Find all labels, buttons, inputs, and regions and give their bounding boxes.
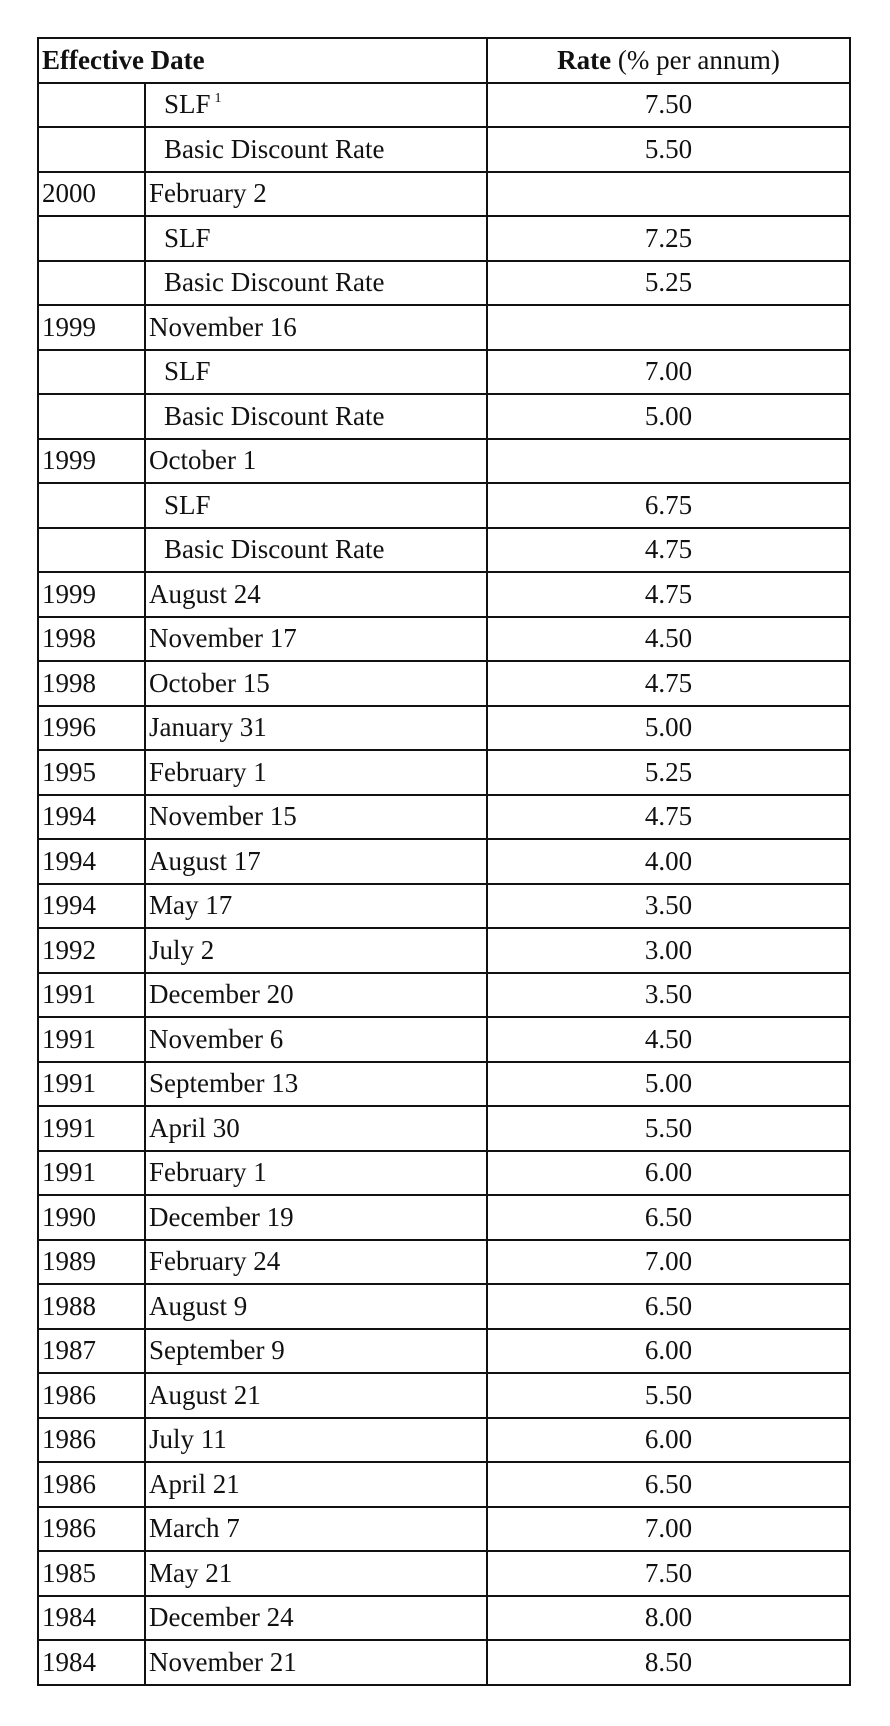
table-row <box>38 172 850 217</box>
rate-cell: 8.00 <box>487 1596 850 1641</box>
rate-cell: 5.50 <box>487 1373 850 1418</box>
date-label: February 1 <box>149 1157 267 1188</box>
rate-cell: 6.50 <box>487 1462 850 1507</box>
rate-cell: 3.50 <box>487 884 850 929</box>
date-label: February 1 <box>149 756 267 787</box>
date-label: December 19 <box>149 1201 294 1232</box>
year-cell <box>38 528 145 573</box>
year-cell: 1991 <box>38 1106 145 1151</box>
year-cell: 2000 <box>38 172 145 217</box>
date-label: November 17 <box>149 623 297 654</box>
rate-cell: 7.00 <box>487 1507 850 1552</box>
table-row <box>38 528 850 573</box>
table-row <box>38 305 850 350</box>
rate-cell: 4.75 <box>487 661 850 706</box>
rate-cell: 5.50 <box>487 1106 850 1151</box>
date-label: Basic Discount Rate <box>164 400 385 431</box>
date-cell <box>145 394 487 439</box>
date-label: October 1 <box>149 445 257 476</box>
year-cell: 1991 <box>38 1017 145 1062</box>
date-cell <box>145 261 487 306</box>
year-cell: 1994 <box>38 795 145 840</box>
date-label: September 13 <box>149 1068 299 1099</box>
date-cell <box>145 1507 487 1552</box>
year-cell <box>38 394 145 439</box>
date-label: November 21 <box>149 1646 297 1677</box>
date-label: SLF <box>164 356 211 387</box>
rate-cell: 6.00 <box>487 1418 850 1463</box>
rate-cell: 7.00 <box>487 350 850 395</box>
date-cell <box>145 216 487 261</box>
date-label: July 2 <box>149 934 215 965</box>
date-cell <box>145 83 487 128</box>
table-header <box>38 38 850 83</box>
table-body <box>38 83 850 1685</box>
table-row <box>38 439 850 484</box>
header-row <box>38 38 850 83</box>
table-row <box>38 884 850 929</box>
date-cell <box>145 1596 487 1641</box>
rate-cell: 6.00 <box>487 1329 850 1374</box>
table-row <box>38 1418 850 1463</box>
date-label: March 7 <box>149 1513 240 1544</box>
table-row <box>38 1640 850 1685</box>
date-label: February 24 <box>149 1246 281 1277</box>
date-label: August 24 <box>149 578 261 609</box>
date-cell <box>145 1106 487 1151</box>
rate-cell: 5.25 <box>487 261 850 306</box>
table-row <box>38 127 850 172</box>
date-cell <box>145 973 487 1018</box>
year-cell: 1995 <box>38 750 145 795</box>
table-row <box>38 1151 850 1196</box>
table-row <box>38 706 850 751</box>
year-cell: 1999 <box>38 305 145 350</box>
table-row <box>38 394 850 439</box>
rate-cell: 5.25 <box>487 750 850 795</box>
date-label: Basic Discount Rate <box>164 267 385 298</box>
table-row <box>38 1373 850 1418</box>
year-cell: 1987 <box>38 1329 145 1374</box>
rate-header <box>487 38 850 83</box>
date-cell <box>145 1240 487 1285</box>
year-cell: 1996 <box>38 706 145 751</box>
date-cell <box>145 1418 487 1463</box>
date-cell <box>145 795 487 840</box>
date-cell <box>145 1329 487 1374</box>
rate-cell: 6.75 <box>487 483 850 528</box>
date-label: SLF <box>164 489 211 520</box>
date-label: December 20 <box>149 979 294 1010</box>
date-cell <box>145 839 487 884</box>
table-row <box>38 1551 850 1596</box>
rate-cell: 7.00 <box>487 1240 850 1285</box>
date-label: Basic Discount Rate <box>164 133 385 164</box>
rate-cell: 4.00 <box>487 839 850 884</box>
table-row <box>38 661 850 706</box>
rate-cell: 6.50 <box>487 1284 850 1329</box>
table-row <box>38 261 850 306</box>
table-row <box>38 216 850 261</box>
rate-cell: 3.50 <box>487 973 850 1018</box>
date-cell <box>145 572 487 617</box>
date-cell <box>145 305 487 350</box>
date-cell <box>145 928 487 973</box>
table-row <box>38 617 850 662</box>
table-row <box>38 839 850 884</box>
year-cell: 1998 <box>38 661 145 706</box>
year-cell: 1986 <box>38 1418 145 1463</box>
year-cell: 1994 <box>38 839 145 884</box>
date-label: SLF <box>164 89 211 120</box>
year-cell <box>38 216 145 261</box>
table-row <box>38 1062 850 1107</box>
table-row <box>38 1017 850 1062</box>
table-row <box>38 1462 850 1507</box>
year-cell: 1999 <box>38 572 145 617</box>
year-cell: 1999 <box>38 439 145 484</box>
year-cell: 1986 <box>38 1507 145 1552</box>
rate-cell: 8.50 <box>487 1640 850 1685</box>
rate-cell: 6.00 <box>487 1151 850 1196</box>
rate-cell <box>487 305 850 350</box>
date-cell <box>145 1373 487 1418</box>
date-label: April 30 <box>149 1112 240 1143</box>
year-cell <box>38 261 145 306</box>
date-cell <box>145 1462 487 1507</box>
rate-cell: 3.00 <box>487 928 850 973</box>
table-row <box>38 83 850 128</box>
rate-cell: 7.25 <box>487 216 850 261</box>
table-row <box>38 572 850 617</box>
date-label: SLF <box>164 222 211 253</box>
date-cell <box>145 439 487 484</box>
date-cell <box>145 350 487 395</box>
rate-cell: 4.75 <box>487 528 850 573</box>
rate-cell <box>487 172 850 217</box>
date-label: April 21 <box>149 1468 240 1499</box>
table-row <box>38 795 850 840</box>
date-cell <box>145 172 487 217</box>
table-row <box>38 928 850 973</box>
year-cell <box>38 127 145 172</box>
date-cell <box>145 750 487 795</box>
rate-cell: 5.00 <box>487 394 850 439</box>
year-cell: 1988 <box>38 1284 145 1329</box>
table-row <box>38 1240 850 1285</box>
date-cell <box>145 127 487 172</box>
rate-cell: 4.50 <box>487 1017 850 1062</box>
date-label: August 21 <box>149 1379 261 1410</box>
year-cell: 1986 <box>38 1462 145 1507</box>
table-row <box>38 1507 850 1552</box>
date-label: Basic Discount Rate <box>164 534 385 565</box>
date-cell <box>145 1284 487 1329</box>
date-cell <box>145 1195 487 1240</box>
rate-cell: 4.75 <box>487 795 850 840</box>
date-cell <box>145 1551 487 1596</box>
date-label: August 9 <box>149 1290 248 1321</box>
date-label: January 31 <box>149 712 267 743</box>
table-row <box>38 1596 850 1641</box>
date-cell <box>145 706 487 751</box>
year-cell <box>38 483 145 528</box>
date-cell <box>145 1151 487 1196</box>
year-cell: 1989 <box>38 1240 145 1285</box>
year-cell: 1998 <box>38 617 145 662</box>
year-cell <box>38 350 145 395</box>
year-cell: 1990 <box>38 1195 145 1240</box>
table-row <box>38 483 850 528</box>
date-label: November 15 <box>149 801 297 832</box>
rate-cell: 5.50 <box>487 127 850 172</box>
rate-header-unit: (% per annum) <box>611 44 780 75</box>
year-cell: 1992 <box>38 928 145 973</box>
date-label: December 24 <box>149 1602 294 1633</box>
table-row <box>38 1106 850 1151</box>
rate-cell: 7.50 <box>487 83 850 128</box>
year-cell: 1984 <box>38 1596 145 1641</box>
rate-table <box>37 37 851 1686</box>
effective-date-header: Effective Date <box>38 38 487 83</box>
date-cell <box>145 661 487 706</box>
table-row <box>38 350 850 395</box>
year-cell: 1991 <box>38 1151 145 1196</box>
date-cell <box>145 483 487 528</box>
date-cell <box>145 1062 487 1107</box>
date-label: September 9 <box>149 1335 285 1366</box>
table-row <box>38 1284 850 1329</box>
rate-cell: 5.00 <box>487 706 850 751</box>
rate-cell: 4.50 <box>487 617 850 662</box>
year-cell: 1986 <box>38 1373 145 1418</box>
rate-cell: 5.00 <box>487 1062 850 1107</box>
date-label: August 17 <box>149 845 261 876</box>
rate-cell: 6.50 <box>487 1195 850 1240</box>
date-label: October 15 <box>149 667 270 698</box>
date-label: July 11 <box>149 1424 227 1455</box>
date-label: May 21 <box>149 1557 233 1588</box>
date-label: February 2 <box>149 178 267 209</box>
year-cell <box>38 83 145 128</box>
year-cell: 1984 <box>38 1640 145 1685</box>
year-cell: 1985 <box>38 1551 145 1596</box>
footnote-marker: 1 <box>214 91 222 107</box>
table-row <box>38 750 850 795</box>
date-cell <box>145 1017 487 1062</box>
table-row <box>38 1329 850 1374</box>
year-cell: 1994 <box>38 884 145 929</box>
rate-cell <box>487 439 850 484</box>
date-label: November 6 <box>149 1023 284 1054</box>
date-cell <box>145 1640 487 1685</box>
year-cell: 1991 <box>38 1062 145 1107</box>
rate-cell: 7.50 <box>487 1551 850 1596</box>
year-cell: 1991 <box>38 973 145 1018</box>
date-cell <box>145 884 487 929</box>
date-cell <box>145 617 487 662</box>
date-cell <box>145 528 487 573</box>
table-row <box>38 973 850 1018</box>
rate-cell: 4.75 <box>487 572 850 617</box>
rate-header-label: Rate <box>557 44 612 75</box>
date-label: November 16 <box>149 311 297 342</box>
table-row <box>38 1195 850 1240</box>
date-label: May 17 <box>149 890 233 921</box>
